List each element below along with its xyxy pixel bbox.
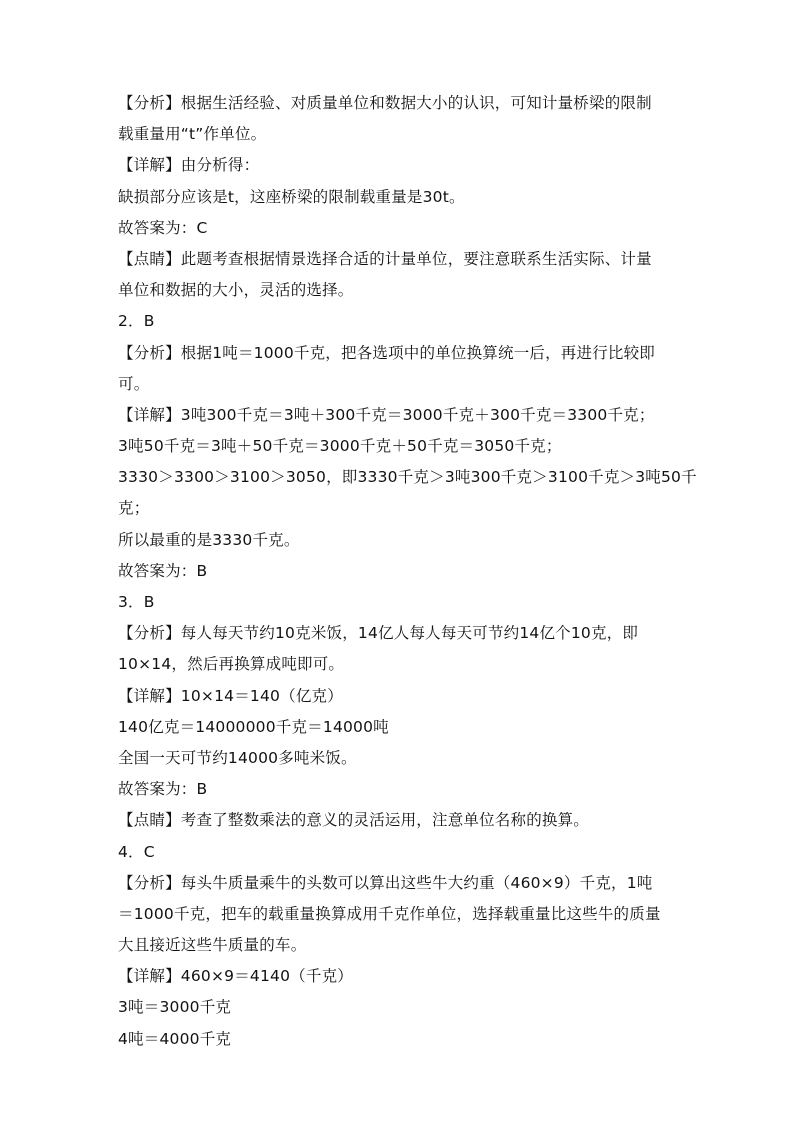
document-page	[118, 88, 697, 1055]
text-line: 故答案为：B	[118, 780, 208, 799]
text-line: 【点睛】考查了整数乘法的意义的灵活运用，注意单位名称的换算。	[118, 811, 590, 830]
text-line: 克；	[118, 499, 150, 518]
text-line: 可。	[118, 374, 150, 393]
text-line: 载重量用“t”作单位。	[118, 125, 267, 144]
text-line: 【详解】由分析得：	[118, 156, 260, 175]
question-number: 2．B	[118, 312, 155, 331]
text-line: 【分析】每人每天节约10克米饭，14亿人每人每天可节约14亿个10克，即	[118, 624, 639, 643]
text-line: 缺损部分应该是t，这座桥梁的限制载重量是30t。	[118, 187, 465, 206]
text-line: 全国一天可节约14000多吨米饭。	[118, 748, 357, 767]
text-line: 3330＞3300＞3100＞3050，即3330千克＞3吨300千克＞3100千克＞3吨50千	[118, 468, 697, 487]
text-line: 3吨50千克＝3吨＋50千克＝3000千克＋50千克＝3050千克；	[118, 437, 562, 456]
text-line: 故答案为：C	[118, 218, 208, 237]
text-line: 【详解】3吨300千克＝3吨＋300千克＝3000千克＋300千克＝3300千克；	[118, 405, 655, 424]
text-line: 4吨＝4000千克	[118, 1029, 232, 1048]
text-line: 【分析】根据1吨＝1000千克，把各选项中的单位换算统一后，再进行比较即	[118, 343, 656, 362]
text-line: 单位和数据的大小，灵活的选择。	[118, 281, 354, 300]
text-line: 【详解】460×9＝4140（千克）	[118, 967, 353, 986]
text-line: 大且接近这些牛质量的车。	[118, 936, 307, 955]
text-line: ＝1000千克，把车的载重量换算成用千克作单位，选择载重量比这些牛的质量	[118, 904, 661, 923]
text-line: 故答案为：B	[118, 561, 208, 580]
text-line: 所以最重的是3330千克。	[118, 530, 300, 549]
question-number: 4．C	[118, 842, 155, 861]
text-line: 140亿克＝14000000千克＝14000吨	[118, 717, 389, 736]
text-line: 【点睛】此题考查根据情景选择合适的计量单位，要注意联系生活实际、计量	[118, 249, 652, 268]
text-line: 10×14，然后再换算成吨即可。	[118, 655, 345, 674]
text-line: 【分析】每头牛质量乘牛的头数可以算出这些牛大约重（460×9）千克，1吨	[118, 873, 653, 892]
text-line: 【分析】根据生活经验、对质量单位和数据大小的认识，可知计量桥梁的限制	[118, 94, 652, 112]
question-number: 3．B	[118, 593, 155, 611]
text-line: 【详解】10×14＝140（亿克）	[118, 686, 343, 705]
text-line: 3吨＝3000千克	[118, 998, 232, 1017]
